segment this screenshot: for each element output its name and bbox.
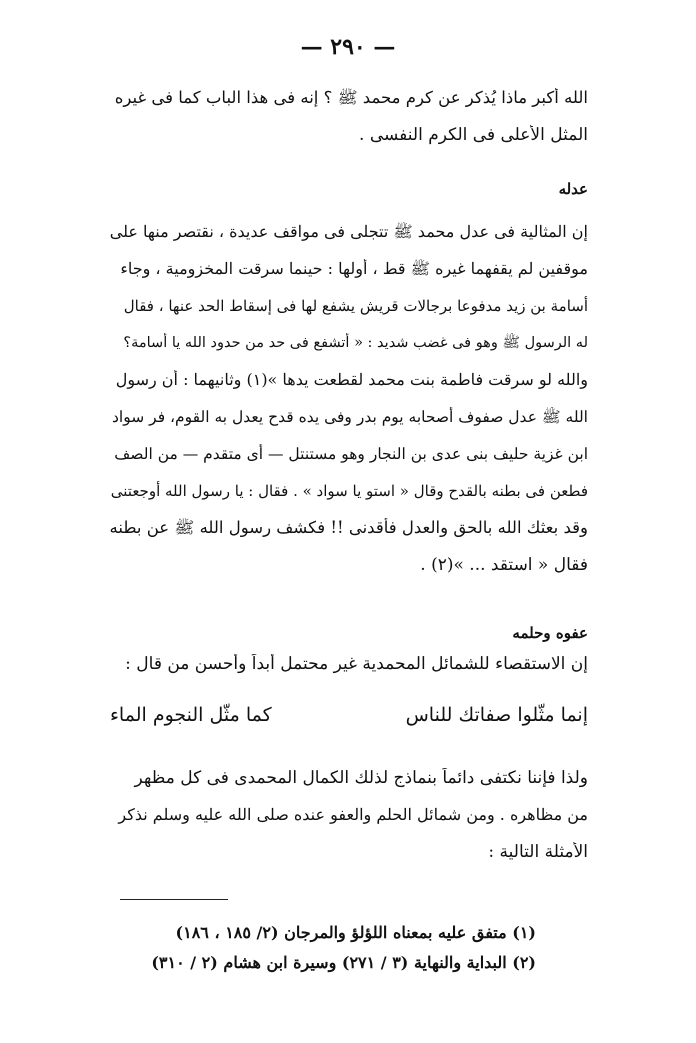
footnote-2: (٢) البداية والنهاية (٣ / ٢٧١) وسيرة ابن هشام (٢ / ٣١٠) (151, 953, 536, 972)
section-heading-justice: عدله (558, 180, 588, 198)
text-line: له الرسول ﷺ وهو فى غضب شديد : « أتشفع فى حد من حدود الله يا أسامة؟ (123, 335, 588, 351)
text-line: الأمثلة التالية : (488, 842, 588, 862)
text-line: الله ﷺ عدل صفوف أصحابه يوم بدر وفى يده قدح يعدل به القوم، فر سواد (112, 408, 588, 426)
text-line: من مظاهره . ومن شمائل الحلم والعفو عنده صلى الله عليه وسلم نذكر (118, 805, 588, 824)
intro-paragraph (110, 88, 588, 145)
footnote-1: (١) متفق عليه بمعناه اللؤلؤ والمرجان (٢/ ١٨٥ ، ١٨٦) (175, 923, 536, 942)
forgiveness-paragraph (110, 768, 588, 862)
forgiveness-intro-line (110, 654, 588, 674)
text-line: المثل الأعلى فى الكرم النفسى . (359, 125, 588, 145)
poetry-verse (110, 704, 588, 726)
justice-paragraph (110, 222, 588, 575)
text-line: فطعن فى بطنه بالقدح وقال « استو يا سواد » . فقال : يا رسول الله أوجعتنى (110, 482, 588, 500)
verse-first-hemistich: إنما مثّلوا صفاتك للناس (405, 704, 588, 726)
footnotes (151, 918, 536, 978)
text-line: وقد بعثك الله بالحق والعدل فأقدنى !! فكشف رسول الله ﷺ عن بطنه (110, 518, 588, 537)
page-number: — ٢٩٠ — (300, 34, 396, 60)
footnote-divider (120, 899, 228, 900)
text-line: ابن غزية حليف بنى عدى بن النجار وهو مستنتل — أى متقدم — من الصف (114, 445, 588, 463)
text-line: إن المثالية فى عدل محمد ﷺ تتجلى فى مواقف عديدة ، نقتصر منها على (110, 222, 588, 241)
text-line: ولذا فإننا نكتفى دائماً بنماذج لذلك الكمال المحمدى فى كل مظهر (134, 768, 588, 788)
verse-second-hemistich: كما مثّل النجوم الماء (110, 704, 272, 726)
section-heading-forgiveness: عفوه وحلمه (512, 624, 588, 642)
text-line: إن الاستقصاء للشمائل المحمدية غير محتمل أبداً وأحسن من قال : (125, 654, 588, 674)
text-line: موقفين لم يقفهما غيره ﷺ قط ، أولها : حينما سرقت المخزومية ، وجاء (120, 259, 588, 278)
text-line: فقال « استقد ... »(٢) . (420, 555, 588, 575)
text-line: والله لو سرقت فاطمة بنت محمد لقطعت يدها »(١) وثانيهما : أن رسول (115, 370, 588, 389)
text-line: الله أكبر ماذا يُذكر عن كرم محمد ﷺ ؟ إنه فى هذا الباب كما فى غيره (114, 88, 588, 107)
text-line: أسامة بن زيد مدفوعا برجالات قريش يشفع لها فى إسقاط الحد عنها ، فقال (123, 297, 588, 315)
